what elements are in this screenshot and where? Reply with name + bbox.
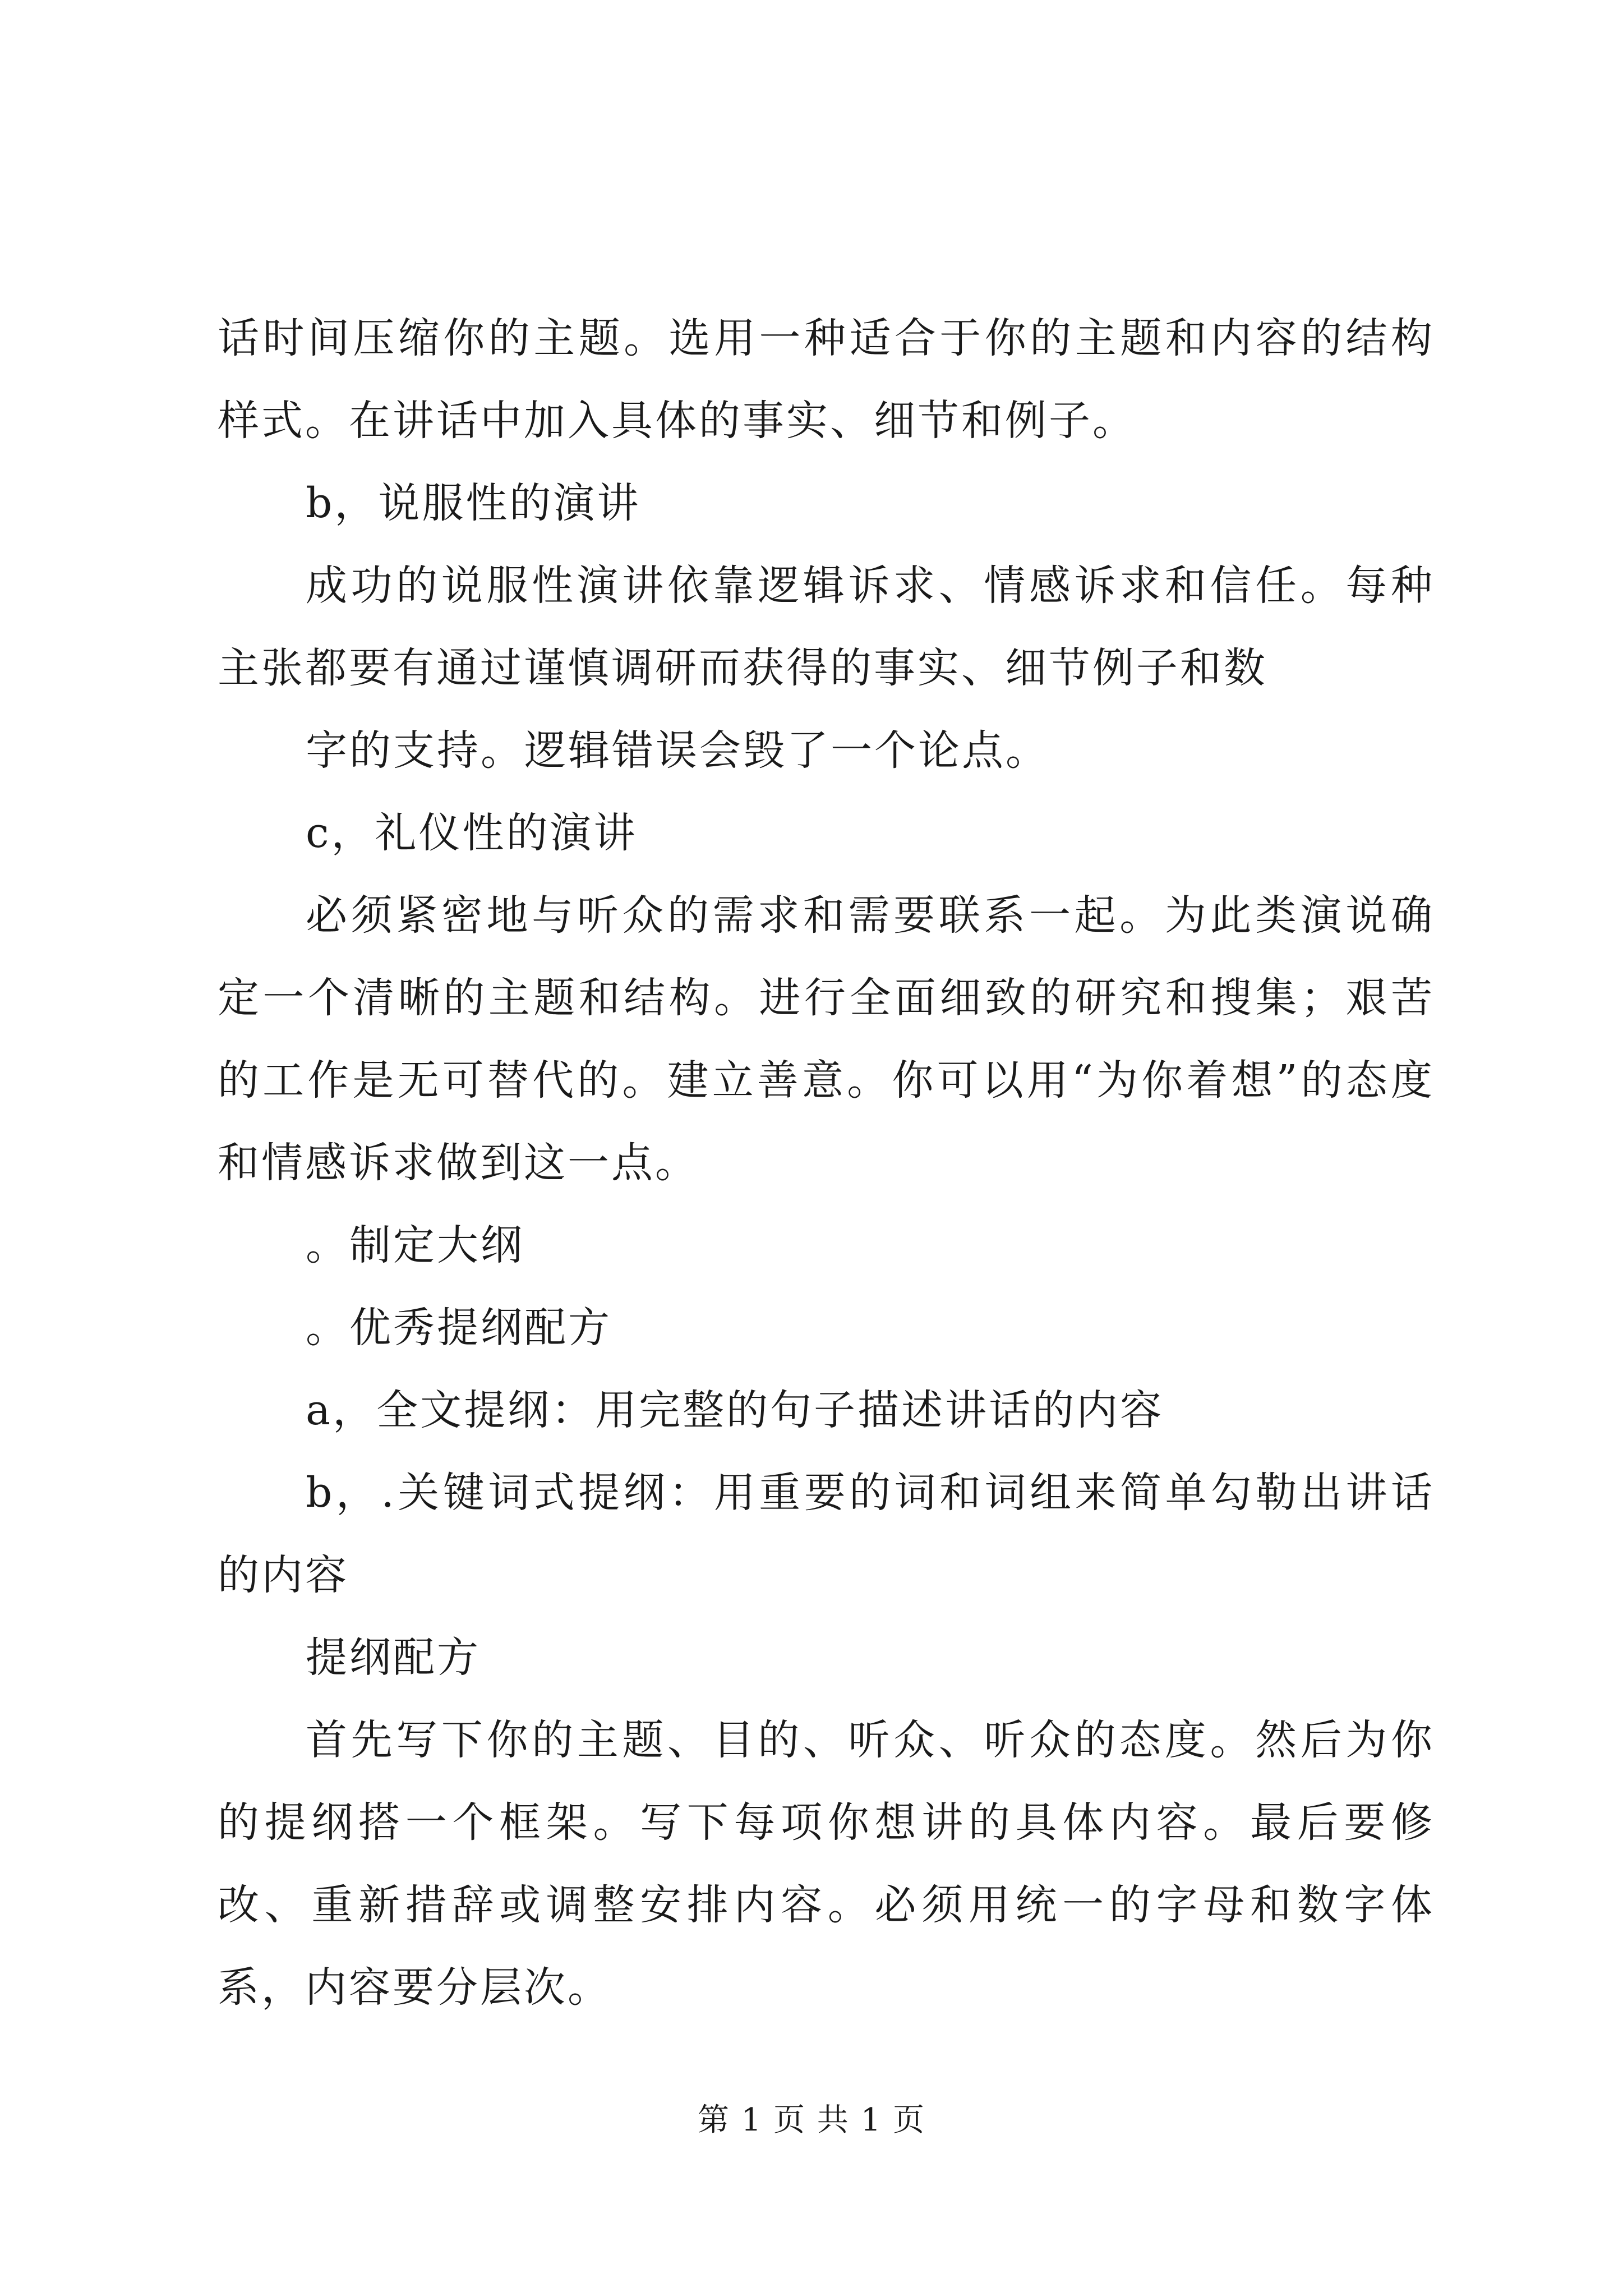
list-item-keyword-outline: b，.关键词式提纲：用重要的词和词组来简单勾勒出讲话的内容	[218, 1469, 1435, 1599]
page-number-footer: 第 1 页 共 1 页	[697, 2102, 926, 2138]
document-body	[218, 297, 1435, 2029]
paragraph-outline-formula: 首先写下你的主题、目的、听众、听众的态度。然后为你的提纲搭一个框架。写下每项你想讲的具体内容。最后要修改、重新措辞或调整安排内容。必须用统一的字母和数字体系，内容要分层次。	[218, 1716, 1435, 2012]
heading-outline-formula: 提纲配方	[306, 1634, 481, 1682]
list-item-full-text-outline: a，全文提纲：用完整的句子描述讲话的内容	[306, 1386, 1164, 1434]
heading-make-outline: 。制定大纲	[306, 1221, 524, 1269]
heading-persuasive-speech: b，说服性的演讲	[306, 479, 641, 527]
paragraph-ceremonial-speech: 必须紧密地与听众的需求和需要联系一起。为此类演说确定一个清晰的主题和结构。进行全面细致的研究和搜集；艰苦的工作是无可替代的。建立善意。你可以用“为你着想”的态度和情感诉求做到这一点。	[218, 891, 1435, 1187]
paragraph-continuation: 话时间压缩你的主题。选用一种适合于你的主题和内容的结构样式。在讲话中加入具体的事实、细节和例子。	[218, 314, 1435, 445]
paragraph-persuasive-speech-cont: 字的支持。逻辑错误会毁了一个论点。	[306, 726, 1049, 775]
paragraph-persuasive-speech: 成功的说服性演讲依靠逻辑诉求、情感诉求和信任。每种主张都要有通过谨慎调研而获得的事实、细节例子和数	[218, 562, 1435, 692]
heading-ceremonial-speech: c，礼仪性的演讲	[306, 809, 638, 857]
heading-outline-recipe: 。优秀提纲配方	[306, 1304, 612, 1352]
